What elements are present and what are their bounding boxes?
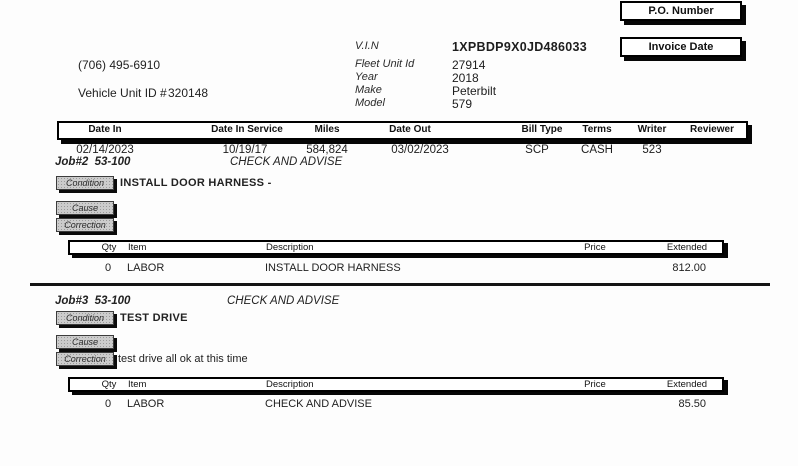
col-miles: Miles — [314, 124, 340, 135]
phone-number: (706) 495-6910 — [78, 58, 161, 72]
value-terms: CASH — [581, 144, 613, 156]
cause-stamp-label: Cause — [71, 203, 98, 213]
year-value: 2018 — [452, 71, 479, 85]
items-col-price: Price — [584, 379, 606, 390]
job-title: CHECK AND ADVISE — [227, 295, 340, 307]
invoice-date-box — [620, 37, 742, 57]
item-name: LABOR — [127, 262, 165, 274]
condition-text: INSTALL DOOR HARNESS - — [120, 177, 272, 189]
item-description: INSTALL DOOR HARNESS — [265, 262, 401, 274]
items-col-description: Description — [266, 379, 314, 390]
value-date-in: 02/14/2023 — [76, 144, 134, 156]
invoice-date-label: Invoice Date — [648, 41, 714, 53]
col-date-in-service: Date In Service — [211, 124, 283, 135]
col-date-in: Date In — [88, 124, 122, 135]
cause-stamp-label: Cause — [71, 337, 98, 347]
make-label: Make — [355, 84, 382, 96]
job-number: Job#3 53-100 — [55, 295, 131, 307]
condition-stamp — [56, 311, 114, 325]
vin-label: V.I.N — [355, 40, 379, 52]
make-value: Peterbilt — [452, 84, 497, 98]
fleet-unit-id-value: 27914 — [452, 58, 486, 72]
item-name: LABOR — [127, 398, 165, 410]
value-miles: 584,824 — [306, 144, 348, 156]
value-bill-type: SCP — [525, 144, 549, 156]
condition-stamp — [56, 176, 114, 190]
cause-stamp — [56, 201, 114, 215]
correction-stamp — [56, 218, 114, 232]
condition-stamp-label: Condition — [65, 313, 105, 323]
condition-text: TEST DRIVE — [120, 312, 188, 324]
col-writer: Writer — [637, 124, 667, 135]
items-col-item: Item — [128, 242, 147, 253]
cause-stamp — [56, 335, 114, 349]
items-col-extended: Extended — [666, 242, 708, 253]
condition-stamp-label: Condition — [65, 178, 105, 188]
items-table-header — [68, 377, 724, 392]
correction-stamp-label: Correction — [64, 354, 106, 364]
model-label: Model — [355, 97, 385, 109]
job-title: CHECK AND ADVISE — [230, 156, 343, 168]
item-extended: 812.00 — [672, 262, 706, 274]
correction-text: test drive all ok at this time — [118, 353, 248, 365]
vehicle-unit-id-label: Vehicle Unit ID # — [78, 86, 167, 100]
items-col-qty: Qty — [101, 242, 117, 253]
vin-value: 1XPBDP9X0JD486033 — [452, 40, 588, 54]
col-terms: Terms — [582, 124, 612, 135]
item-description: CHECK AND ADVISE — [265, 398, 372, 410]
items-col-item: Item — [128, 379, 147, 390]
model-value: 579 — [452, 97, 473, 111]
summary-table-header — [57, 121, 748, 140]
items-col-description: Description — [266, 242, 314, 253]
job-number: Job#2 53-100 — [55, 156, 131, 168]
item-qty: 0 — [104, 262, 112, 274]
value-writer: 523 — [642, 144, 662, 156]
value-date-in-service: 10/19/17 — [222, 144, 268, 156]
value-date-out: 03/02/2023 — [391, 144, 449, 156]
items-col-price: Price — [584, 242, 606, 253]
item-qty: 0 — [104, 398, 112, 410]
fleet-unit-id-label: Fleet Unit Id — [355, 58, 415, 70]
po-number-label: P.O. Number — [648, 5, 714, 17]
correction-stamp — [56, 352, 114, 366]
po-number-box — [620, 1, 742, 21]
col-bill-type: Bill Type — [521, 124, 563, 135]
items-col-qty: Qty — [101, 379, 117, 390]
col-date-out: Date Out — [389, 124, 431, 135]
items-table-header — [68, 240, 724, 255]
correction-stamp-label: Correction — [64, 220, 106, 230]
year-label: Year — [355, 71, 378, 83]
item-extended: 85.50 — [678, 398, 706, 410]
vehicle-unit-id-value: 320148 — [168, 86, 209, 100]
job-divider — [30, 283, 770, 286]
items-col-extended: Extended — [666, 379, 708, 390]
col-reviewer: Reviewer — [690, 124, 734, 135]
